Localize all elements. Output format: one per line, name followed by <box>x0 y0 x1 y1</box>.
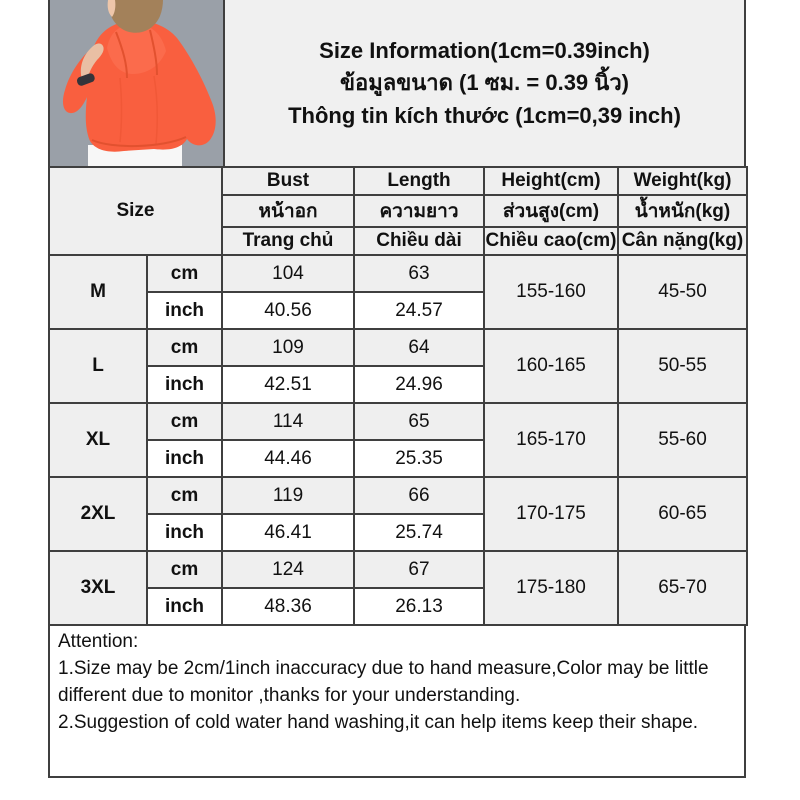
attention-note-2: 2.Suggestion of cold water hand washing,it can help items keep their shape. <box>58 711 699 733</box>
height-range: 170-175 <box>484 477 618 551</box>
size-chart-page <box>48 0 746 778</box>
table-row <box>49 477 747 514</box>
unit-cm: cm <box>147 403 222 440</box>
size-label-m: M <box>49 255 147 329</box>
table-row <box>49 403 747 440</box>
length-inch: 24.57 <box>354 292 484 329</box>
header-bust-en: Bust <box>222 167 354 195</box>
header-weight-th: น้ำหนัก(kg) <box>618 195 747 227</box>
table-row <box>49 255 747 292</box>
height-range: 165-170 <box>484 403 618 477</box>
length-cm: 66 <box>354 477 484 514</box>
weight-range: 45-50 <box>618 255 747 329</box>
weight-range: 50-55 <box>618 329 747 403</box>
title-block <box>225 0 744 166</box>
length-inch: 26.13 <box>354 588 484 625</box>
top-section <box>48 0 746 166</box>
bust-cm: 104 <box>222 255 354 292</box>
length-inch: 25.74 <box>354 514 484 551</box>
size-header-cell: Size <box>49 167 222 255</box>
title-thai: ข้อมูลขนาด (1 ซม. = 0.39 นิ้ว) <box>339 70 629 96</box>
weight-range: 65-70 <box>618 551 747 625</box>
header-height-th: ส่วนสูง(cm) <box>484 195 618 227</box>
unit-cm: cm <box>147 551 222 588</box>
bust-inch: 44.46 <box>222 440 354 477</box>
unit-inch: inch <box>147 588 222 625</box>
bust-cm: 124 <box>222 551 354 588</box>
length-cm: 65 <box>354 403 484 440</box>
bust-inch: 42.51 <box>222 366 354 403</box>
jacket-illustration <box>50 0 223 166</box>
header-height-vi: Chiều cao(cm) <box>484 227 618 255</box>
header-bust-th: หน้าอก <box>222 195 354 227</box>
weight-range: 55-60 <box>618 403 747 477</box>
header-weight-vi: Cân nặng(kg) <box>618 227 747 255</box>
header-length-vi: Chiều dài <box>354 227 484 255</box>
length-inch: 25.35 <box>354 440 484 477</box>
unit-inch: inch <box>147 292 222 329</box>
size-table <box>48 166 748 626</box>
height-range: 160-165 <box>484 329 618 403</box>
length-cm: 64 <box>354 329 484 366</box>
header-length-en: Length <box>354 167 484 195</box>
size-label-l: L <box>49 329 147 403</box>
bust-inch: 46.41 <box>222 514 354 551</box>
attention-heading: Attention: <box>58 631 139 652</box>
header-weight-en: Weight(kg) <box>618 167 747 195</box>
attention-note-1: 1.Size may be 2cm/1inch inaccuracy due to hand measure,Color may be little different due to monitor ,thanks for your understanding. <box>58 657 709 706</box>
size-label-xl: XL <box>49 403 147 477</box>
bust-inch: 48.36 <box>222 588 354 625</box>
title-english: Size Information(1cm=0.39inch) <box>319 38 650 64</box>
bust-cm: 109 <box>222 329 354 366</box>
bust-cm: 119 <box>222 477 354 514</box>
unit-inch: inch <box>147 514 222 551</box>
table-row <box>49 551 747 588</box>
header-height-en: Height(cm) <box>484 167 618 195</box>
bust-inch: 40.56 <box>222 292 354 329</box>
product-photo <box>50 0 225 166</box>
title-vietnamese: Thông tin kích thước (1cm=0,39 inch) <box>288 102 681 128</box>
weight-range: 60-65 <box>618 477 747 551</box>
size-label-2xl: 2XL <box>49 477 147 551</box>
unit-inch: inch <box>147 440 222 477</box>
header-bust-vi: Trang chủ <box>222 227 354 255</box>
length-inch: 24.96 <box>354 366 484 403</box>
height-range: 175-180 <box>484 551 618 625</box>
size-label-3xl: 3XL <box>49 551 147 625</box>
bust-cm: 114 <box>222 403 354 440</box>
length-cm: 63 <box>354 255 484 292</box>
unit-cm: cm <box>147 477 222 514</box>
unit-cm: cm <box>147 329 222 366</box>
length-cm: 67 <box>354 551 484 588</box>
height-range: 155-160 <box>484 255 618 329</box>
table-row <box>49 329 747 366</box>
unit-cm: cm <box>147 255 222 292</box>
unit-inch: inch <box>147 366 222 403</box>
attention-section <box>48 626 746 778</box>
header-length-th: ความยาว <box>354 195 484 227</box>
